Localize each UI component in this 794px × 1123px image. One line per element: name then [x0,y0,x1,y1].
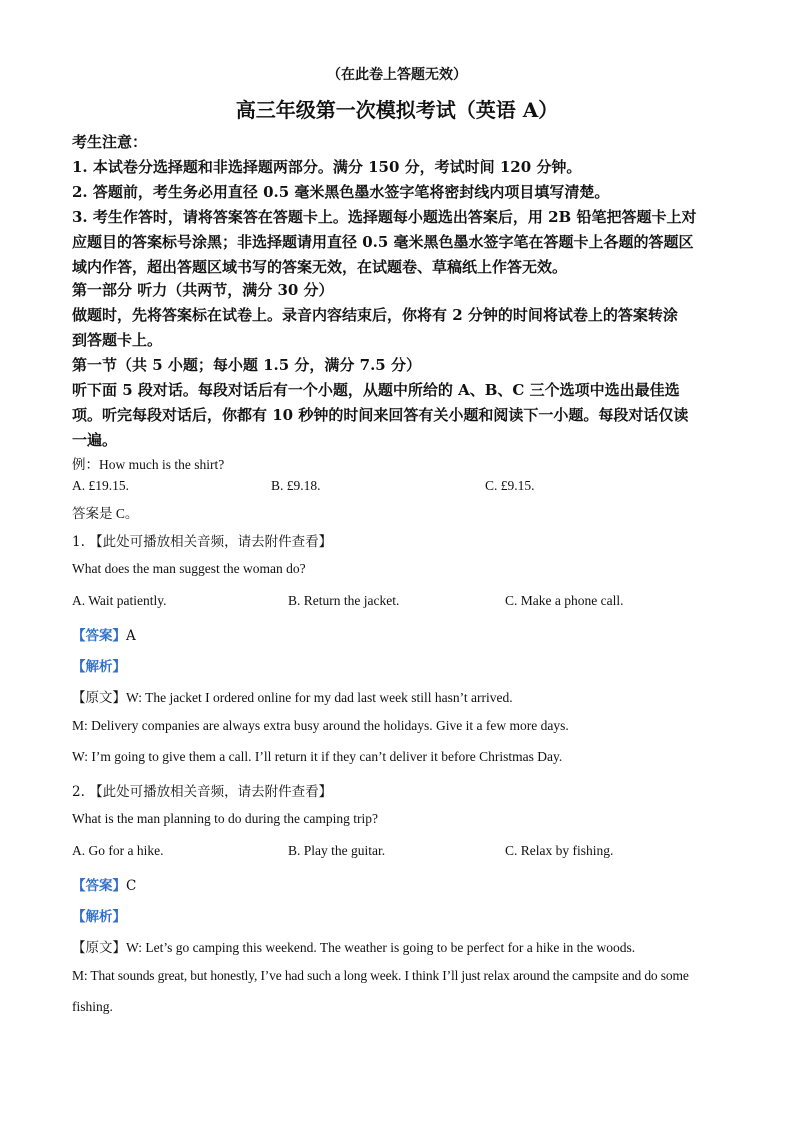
instruction-item-2: 2. 答题前，考生务必用直径 0.5 毫米黑色墨水签字笔将密封线内项目填写清楚。 [72,183,610,201]
question-2-answer-row [72,874,136,894]
invalid-note: （在此卷上答题无效） [327,67,467,83]
example-answer: 答案是 C。 [72,506,139,521]
instruction-item-3-line1: 3. 考生作答时，请将答案答在答题卡上。选择题每小题选出答案后，用 2B 铅笔把答题卡上对 [72,208,697,226]
question-1-transcript-line1 [72,686,513,706]
transcript-tag: 【原文】 [72,940,126,955]
question-1-answer-row [72,624,136,644]
question-1-option-c: C. Make a phone call. [505,593,624,608]
question-1-answer: A [126,628,136,644]
answer-tag: 【答案】 [72,628,126,644]
instruction-item-3-line2: 应题目的答案标号涂黑；非选择题请用直径 0.5 毫米黑色墨水签字笔在答题卡上各题的答题区 [72,233,694,251]
section1-instructions-line3: 一遍。 [72,431,118,449]
question-2-transcript-line1 [72,936,635,956]
question-1-transcript-line2: M: Delivery companies are always extra busy around the holidays. Give it a few more days. [72,718,569,733]
example-option-c: C. £9.15. [485,478,535,493]
question-2-text: What is the man planning to do during the camping trip? [72,811,378,826]
section1-instructions-line1: 听下面 5 段对话。每段对话后有一个小题，从题中所给的 A、B、C 三个选项中选出最佳选 [72,381,680,399]
question-2-transcript-line3: fishing. [72,999,113,1014]
question-1-audio-line[interactable]: 1. 【此处可播放相关音频，请去附件查看】 [72,534,333,550]
question-2-option-a: A. Go for a hike. [72,843,164,858]
example-question: 例：How much is the shirt? [72,457,225,472]
instruction-item-1: 1. 本试卷分选择题和非选择题两部分。满分 150 分，考试时间 120 分钟。 [72,158,582,176]
example-option-b: B. £9.18. [271,478,321,493]
instructions-heading: 考生注意： [72,133,148,151]
analysis-tag: 【解析】 [72,659,126,675]
question-2-answer: C [126,878,137,894]
section1-heading: 第一节（共 5 小题；每小题 1.5 分，满分 7.5 分） [72,356,421,374]
question-1-option-a: A. Wait patiently. [72,593,167,608]
question-2-option-b: B. Play the guitar. [288,843,386,858]
question-2-option-c: C. Relax by fishing. [505,843,614,858]
question-1-option-b: B. Return the jacket. [288,593,400,608]
question-1-transcript-line3: W: I’m going to give them a call. I’ll return it if they can’t deliver it before Christmas Day. [72,749,563,764]
analysis-tag: 【解析】 [72,909,126,925]
part1-intro-line2: 到答题卡上。 [72,331,163,349]
question-1-text: What does the man suggest the woman do? [72,561,306,576]
question-1-analysis-row [72,655,126,675]
page-title: 高三年级第一次模拟考试（英语 A） [235,98,559,122]
question-2-analysis-row [72,905,126,925]
part1-heading: 第一部分 听力（共两节，满分 30 分） [72,281,334,299]
part1-intro-line1: 做题时，先将答案标在试卷上。录音内容结束后，你将有 2 分钟的时间将试卷上的答案转涂 [72,306,678,324]
transcript-text: W: Let’s go camping this weekend. The weather is going to be perfect for a hike in the woods. [126,940,636,955]
transcript-tag: 【原文】 [72,690,126,705]
answer-tag: 【答案】 [72,878,126,894]
section1-instructions-line2: 项。听完每段对话后，你都有 10 秒钟的时间来回答有关小题和阅读下一小题。每段对话仅读 [72,406,689,424]
question-2-audio-line[interactable]: 2. 【此处可播放相关音频，请去附件查看】 [72,784,333,800]
example-option-a: A. £19.15. [72,478,129,493]
instruction-item-3-line3: 域内作答，超出答题区域书写的答案无效，在试题卷、草稿纸上作答无效。 [72,258,568,276]
transcript-text: W: The jacket I ordered online for my dad last week still hasn’t arrived. [126,690,513,705]
question-2-transcript-line2: M: That sounds great, but honestly, I’ve had such a long week. I think I’ll just relax around the campsite and do some [72,968,689,983]
